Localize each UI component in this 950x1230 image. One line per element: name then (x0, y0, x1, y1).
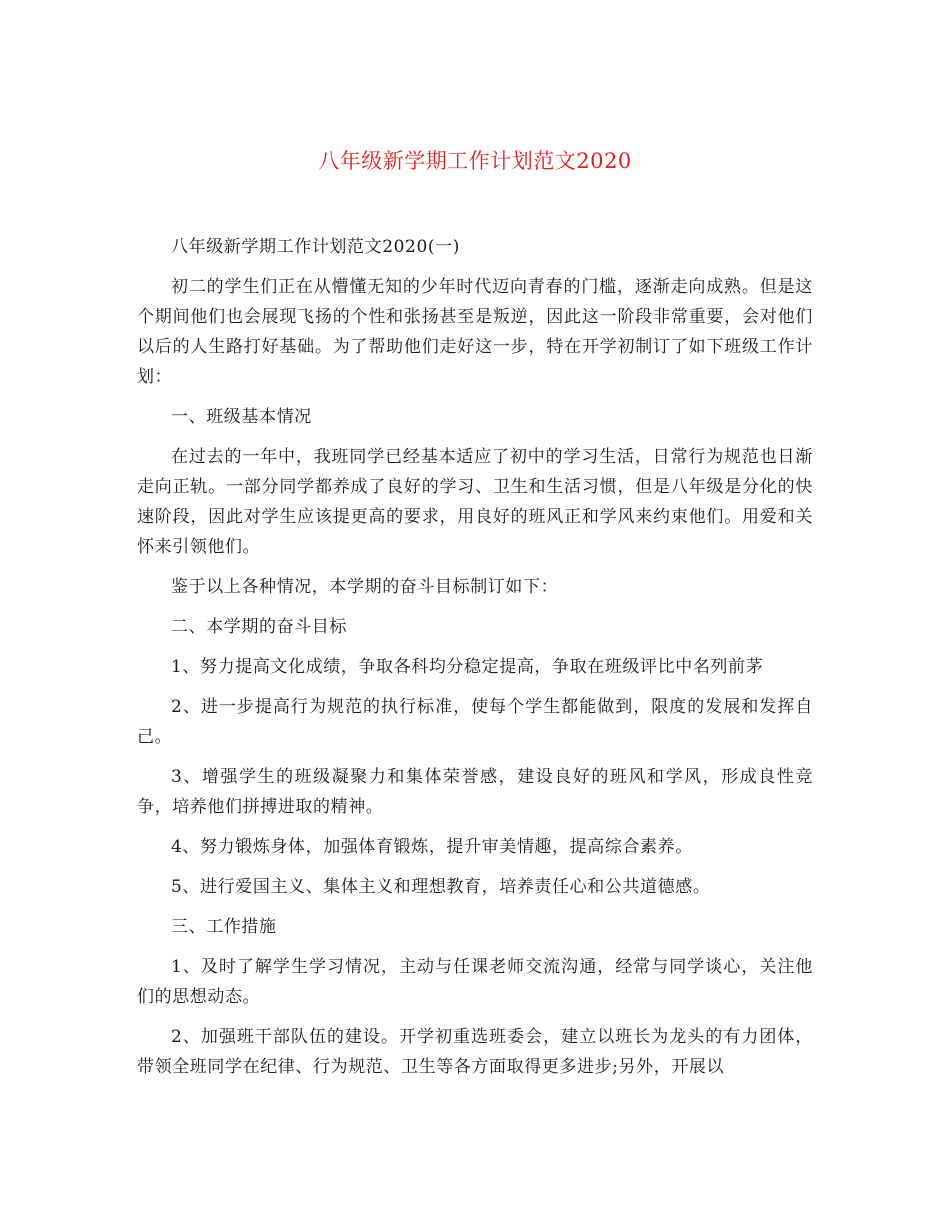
paragraph-goals-intro: 鉴于以上各种情况，本学期的奋斗目标制订如下： (171, 577, 559, 597)
document-body (137, 232, 813, 1092)
list-item-goal-1: 1、努力提高文化成绩，争取各科均分稳定提高，争取在班级评比中名列前茅 (171, 657, 764, 677)
list-item-goal-4: 4、努力锻炼身体，加强体育锻炼，提升审美情趣，提高综合素养。 (171, 837, 693, 857)
list-item-measure-1: 1、及时了解学生学习情况，主动与任课老师交流沟通，经常与同学谈心，关注他们的思想动态。 (137, 957, 813, 1007)
list-item-measure-2: 2、加强班干部队伍的建设。开学初重选班委会，建立以班长为龙头的有力团体，带领全班同学在纪律、行为规范、卫生等各方面取得更多进步;另外，开展以 (137, 1027, 813, 1077)
section-heading-class-situation: 一、班级基本情况 (171, 407, 312, 427)
section-heading-measures: 三、工作措施 (171, 917, 277, 937)
list-item-goal-2: 2、进一步提高行为规范的执行标准，使每个学生都能做到，限度的发展和发挥自己。 (137, 697, 813, 747)
paragraph-intro: 初二的学生们正在从懵懂无知的少年时代迈向青春的门槛，逐渐走向成熟。但是这个期间他们也会展现飞扬的个性和张扬甚至是叛逆，因此这一阶段非常重要，会对他们以后的人生路打好基础。为了帮助他们走好这一步，特在开学初制订了如下班级工作计划： (137, 277, 813, 387)
paragraph-subtitle: 八年级新学期工作计划范文2020(一) (171, 237, 460, 257)
paragraph-class-situation: 在过去的一年中，我班同学已经基本适应了初中的学习生活，日常行为规范也日渐走向正轨。一部分同学都养成了良好的学习、卫生和生活习惯，但是八年级是分化的快速阶段，因此对学生应该提更高的要求，用良好的班风正和学风来约束他们。用爱和关怀来引领他们。 (137, 447, 813, 557)
document-title: 八年级新学期工作计划范文2020 (318, 149, 632, 173)
section-heading-goals: 二、本学期的奋斗目标 (171, 617, 347, 637)
list-item-goal-5: 5、进行爱国主义、集体主义和理想教育，培养责任心和公共道德感。 (171, 877, 711, 897)
list-item-goal-3: 3、增强学生的班级凝聚力和集体荣誉感，建设良好的班风和学风，形成良性竞争，培养他们拼搏进取的精神。 (137, 767, 813, 817)
